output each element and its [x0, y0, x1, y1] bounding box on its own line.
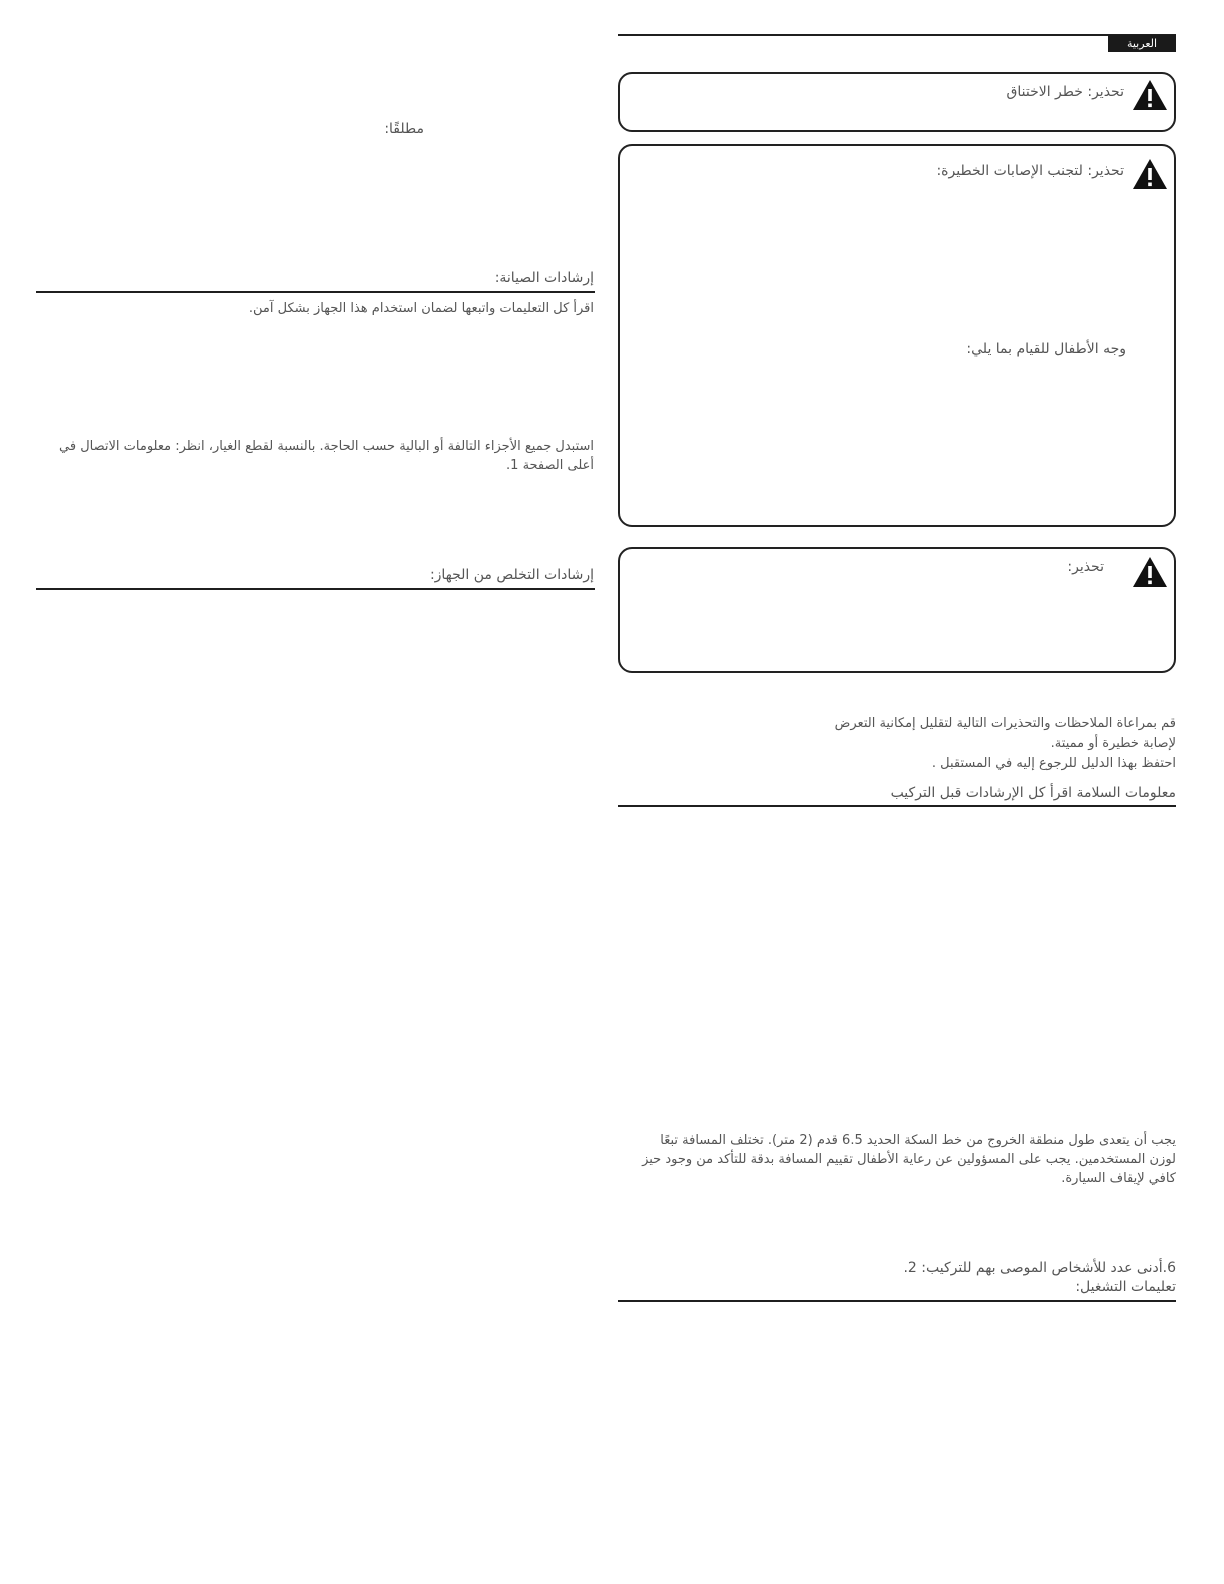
- warning-box-suffocation: [618, 72, 1176, 132]
- safety-intro-line-1: قم بمراعاة الملاحظات والتحذيرات التالية لتقليل إمكانية التعرض: [834, 716, 1176, 731]
- disposal-rule: [36, 588, 595, 590]
- operation-rule: [618, 1300, 1176, 1302]
- maintenance-paragraph-1: اقرأ كل التعليمات واتبعها لضمان استخدام هذا الجهاز بشكل آمن.: [248, 301, 594, 316]
- children-instructions-line: وجه الأطفال للقيام بما يلي:: [966, 341, 1126, 357]
- safety-heading: معلومات السلامة اقرأ كل الإرشادات قبل التركيب: [890, 785, 1176, 801]
- installers-count-line: 6.أدنى عدد للأشخاص الموصى بهم للتركيب: 2.: [903, 1260, 1176, 1276]
- warning-box-serious-injury: [618, 144, 1176, 527]
- maintenance-paragraph-2: استبدل جميع الأجزاء التالفة أو البالية حسب الحاجة. بالنسبة لقطع الغيار، انظر: معلومات الاتصال في أعلى الصفحة 1.: [59, 439, 594, 473]
- warning-box-general: [618, 547, 1176, 673]
- maintenance-rule: [36, 291, 595, 293]
- warning-triangle-icon: [1132, 158, 1168, 190]
- maintenance-heading: إرشادات الصيانة:: [494, 270, 594, 286]
- absolutely-label: مطلقًا:: [384, 121, 424, 137]
- safety-rule: [618, 805, 1176, 807]
- operation-heading: تعليمات التشغيل:: [1075, 1279, 1176, 1295]
- disposal-heading: إرشادات التخلص من الجهاز:: [429, 567, 594, 583]
- warning-triangle-icon: [1132, 79, 1168, 111]
- warning-triangle-icon: [1132, 556, 1168, 588]
- safety-intro-line-3: احتفظ بهذا الدليل للرجوع إليه في المستقبل .: [931, 756, 1176, 771]
- warning-title-general: تحذير:: [1067, 559, 1104, 575]
- exit-zone-paragraph: يجب أن يتعدى طول منطقة الخروج من خط السكة الحديد 6.5 قدم (2 متر). تختلف المسافة تبعًا لوزن المستخدمين. يجب على المسؤولين عن رعاية الأطفال تقييم المسافة بدقة للتأكد من وجود حيز كافي لإيقاف السيارة.: [642, 1133, 1176, 1186]
- warning-title-suffocation: تحذير: خطر الاختناق: [1006, 84, 1124, 100]
- top-rule: [618, 34, 1176, 36]
- safety-intro-line-2: لإصابة خطيرة أو مميتة.: [1050, 736, 1176, 751]
- language-tab: العربية: [1108, 35, 1176, 52]
- warning-title-serious-injury: تحذير: لتجنب الإصابات الخطيرة:: [936, 163, 1124, 179]
